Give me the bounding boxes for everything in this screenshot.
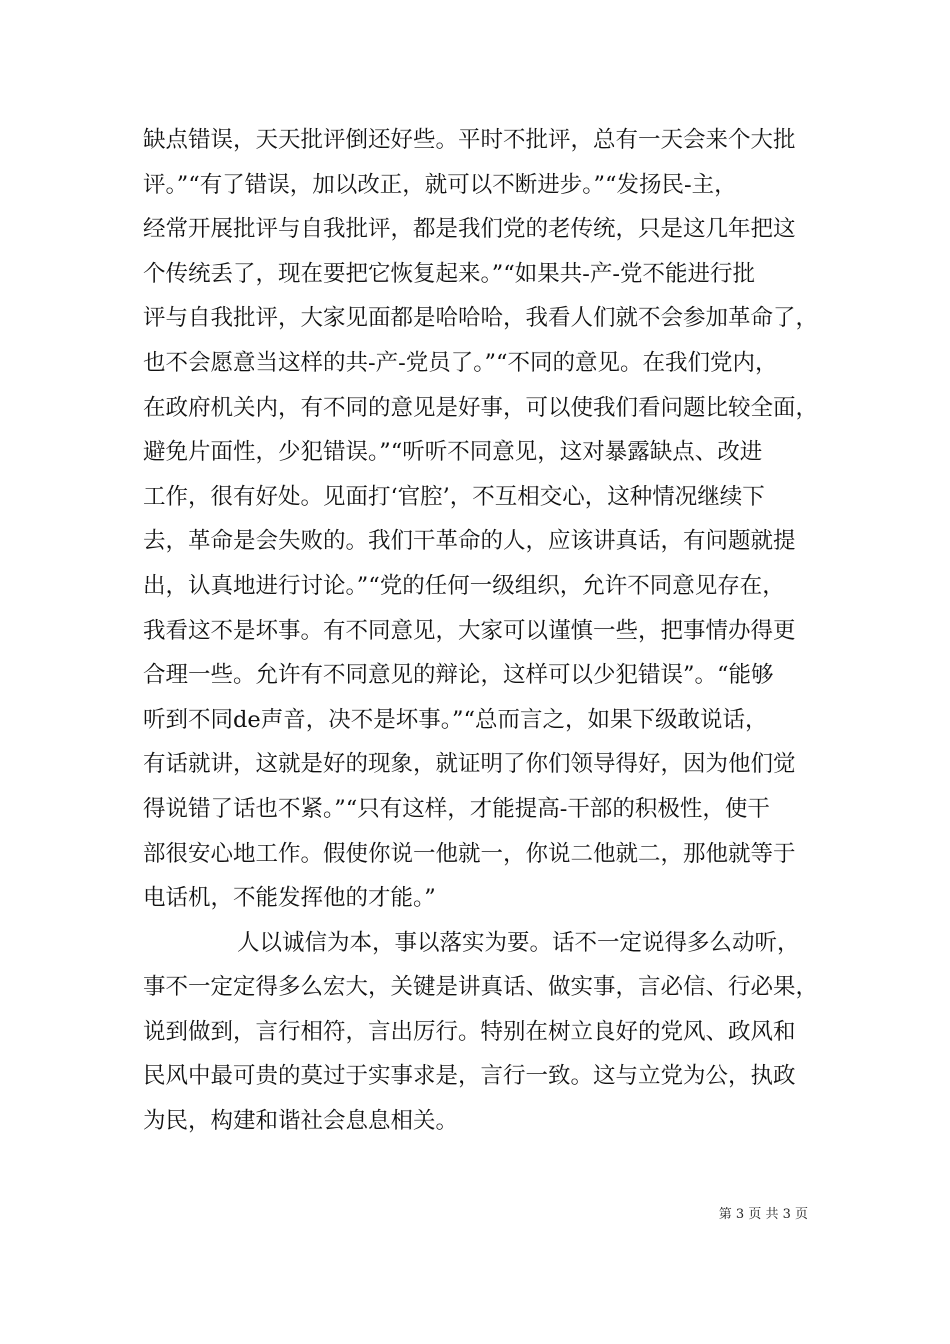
paragraph-2 bbox=[143, 921, 823, 1144]
text-line: 评。”“有了错误，加以改正，就可以不断进步。”“发扬民-主， bbox=[143, 171, 737, 198]
text-line: 经常开展批评与自我批评，都是我们党的老传统，只是这几年把这 bbox=[143, 216, 796, 243]
text-line: 人以诚信为本，事以落实为要。话不一定说得多么动听， bbox=[237, 929, 800, 956]
text-line: 在政府机关内，有不同的意见是好事，可以使我们看问题比较全面， bbox=[143, 394, 819, 421]
text-line: 去，革命是会失败的。我们干革命的人，应该讲真话，有问题就提 bbox=[143, 528, 796, 555]
text-line: 听到不同de声音，决不是坏事。”“总而言之，如果下级敢说话， bbox=[143, 706, 768, 733]
text-line: 工作，很有好处。见面打‘官腔’，不互相交心，这种情况继续下 bbox=[143, 483, 765, 510]
text-line: 得说错了话也不紧。”“只有这样，才能提高-干部的积极性，使干 bbox=[143, 795, 770, 822]
text-line: 部很安心地工作。假使你说一他就一，你说二他就二，那他就等于 bbox=[143, 840, 796, 867]
paragraph-1 bbox=[143, 118, 823, 921]
text-line: 避免片面性，少犯错误。”“听听不同意见，这对暴露缺点、改进 bbox=[143, 439, 763, 466]
text-line: 电话机，不能发挥他的才能。” bbox=[143, 885, 436, 912]
text-line: 有话就讲，这就是好的现象，就证明了你们领导得好，因为他们觉 bbox=[143, 751, 796, 778]
text-line: 也不会愿意当这样的共-产-党员了。”“不同的意见。在我们党内， bbox=[143, 349, 778, 376]
text-line: 事不一定定得多么宏大，关键是讲真话、做实事，言必信、行必果， bbox=[143, 974, 819, 1001]
page-number: 第 3 页 共 3 页 bbox=[718, 1207, 808, 1222]
text-line: 我看这不是坏事。有不同意见，大家可以谨慎一些，把事情办得更 bbox=[143, 617, 796, 644]
text-line: 为民，构建和谐社会息息相关。 bbox=[143, 1108, 459, 1135]
text-line: 民风中最可贵的莫过于实事求是，言行一致。这与立党为公，执政 bbox=[143, 1063, 796, 1090]
text-line: 说到做到，言行相符，言出厉行。特别在树立良好的党风、政风和 bbox=[143, 1018, 796, 1045]
text-line: 缺点错误，天天批评倒还好些。平时不批评，总有一天会来个大批 bbox=[143, 127, 796, 153]
text-line: 出，认真地进行讨论。”“党的任何一级组织，允许不同意见存在， bbox=[143, 572, 785, 599]
text-line: 合理一些。允许有不同意见的辩论，这样可以少犯错误”。“能够 bbox=[143, 662, 774, 689]
body-text bbox=[143, 118, 823, 1144]
text-line: 评与自我批评，大家见面都是哈哈哈，我看人们就不会参加革命了， bbox=[143, 305, 819, 332]
text-line: 个传统丢了，现在要把它恢复起来。”“如果共-产-党不能进行批 bbox=[143, 260, 755, 287]
